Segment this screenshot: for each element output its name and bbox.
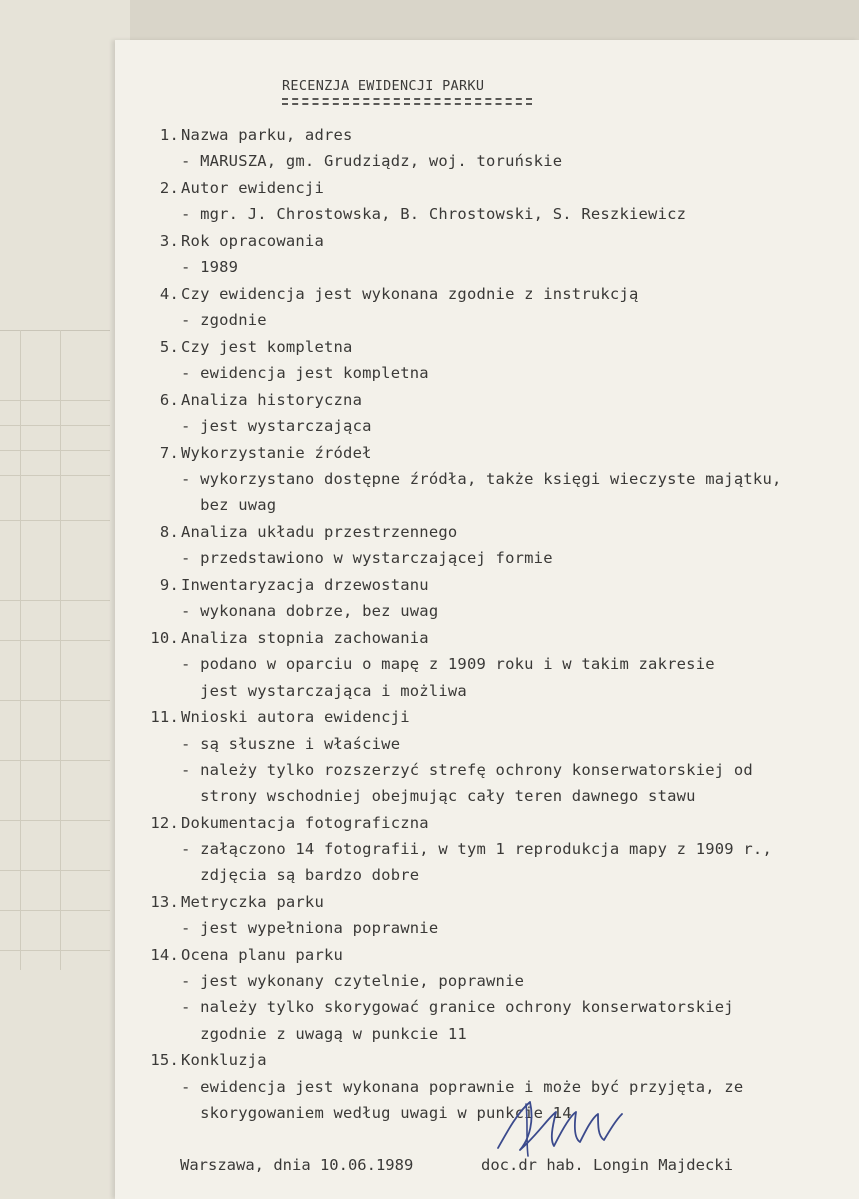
section-heading: Wnioski autora ewidencji (181, 708, 410, 727)
section-heading: Ocena planu parku (181, 946, 344, 964)
underlying-table-divider (20, 330, 21, 970)
section-answer-line: strony wschodniej obejmując cały teren dawnego stawu (181, 787, 696, 805)
underlying-table-row (0, 640, 110, 641)
section-heading: Czy ewidencja jest wykonana zgodnie z instrukcją (181, 285, 639, 303)
underlying-table-divider (60, 330, 61, 970)
handwritten-signature (490, 1090, 630, 1160)
underlying-table-row (0, 820, 110, 821)
underlying-table-row (0, 475, 110, 476)
section-answer-line: - są słuszne i właściwe (181, 734, 401, 753)
section-number: 15. (150, 1051, 179, 1070)
section-answer-line: - przedstawiono w wystarczającej formie (181, 549, 553, 568)
underlying-document-sheet (0, 0, 130, 1199)
section-answer-line: - wykorzystano dostępne źródła, także księgi wieczyste majątku, (181, 470, 782, 489)
document-title: RECENZJA EWIDENCJI PARKU (282, 78, 485, 94)
section-heading: Rok opracowania (181, 232, 324, 250)
section-number: 3. (159, 232, 179, 250)
section-heading: Wykorzystanie źródeł (181, 444, 372, 462)
underlying-table-row (0, 450, 110, 451)
underlying-table-row (0, 870, 110, 871)
section-heading: Nazwa parku, adres (181, 126, 353, 144)
section-number: 8. (159, 523, 179, 542)
section-answer-line: - podano w oparciu o mapę z 1909 roku i w takim zakresie (181, 655, 715, 674)
section-heading: Metryczka parku (181, 893, 324, 911)
section-answer-line: - jest wykonany czytelnie, poprawnie (181, 972, 525, 991)
underlying-table-row (0, 400, 110, 401)
section-answer-line: - MARUSZA, gm. Grudziądz, woj. toruńskie (181, 152, 563, 171)
section-number: 11. (150, 708, 179, 727)
section-answer-line: zdjęcia są bardzo dobre (181, 866, 420, 885)
underlying-table (0, 330, 110, 1031)
section-answer-line: - zgodnie (181, 311, 267, 330)
section-heading: Analiza historyczna (181, 391, 363, 409)
section-number: 10. (150, 629, 179, 648)
underlying-table-row (0, 425, 110, 426)
section-heading: Analiza układu przestrzennego (181, 523, 458, 542)
underlying-table-row (0, 700, 110, 701)
section-number: 6. (159, 391, 179, 409)
section-answer-line: - mgr. J. Chrostowska, B. Chrostowski, S. Reszkiewicz (181, 205, 687, 224)
section-heading: Analiza stopnia zachowania (181, 629, 429, 648)
section-number: 4. (159, 285, 179, 303)
author-name: doc.dr hab. Longin Majdecki (481, 1156, 733, 1174)
place-and-date: Warszawa, dnia 10.06.1989 (180, 1156, 414, 1174)
section-number: 7. (159, 444, 179, 462)
section-number: 1. (159, 126, 179, 144)
review-page (115, 40, 859, 1199)
section-heading: Inwentaryzacja drzewostanu (181, 576, 429, 595)
section-answer-line: - ewidencja jest wykonana poprawnie i może być przyjęta, ze (181, 1077, 744, 1096)
section-answer-line: - 1989 (181, 258, 239, 277)
section-number: 13. (150, 893, 179, 911)
section-heading: Czy jest kompletna (181, 338, 353, 356)
underlying-table-row (0, 520, 110, 521)
section-answer-line: - załączono 14 fotografii, w tym 1 reprodukcja mapy z 1909 r., (181, 840, 772, 858)
underlying-table-row (0, 600, 110, 601)
title-underline (282, 98, 532, 105)
section-answer-line: - ewidencja jest kompletna (181, 364, 429, 383)
section-heading: Autor ewidencji (181, 179, 324, 197)
section-answer-line: - należy tylko skorygować granice ochrony konserwatorskiej (181, 998, 734, 1017)
section-answer-line: jest wystarczająca i możliwa (181, 681, 467, 700)
section-heading: Dokumentacja fotograficzna (181, 813, 429, 832)
section-answer-line: - należy tylko rozszerzyć strefę ochrony konserwatorskiej od (181, 760, 753, 779)
section-heading: Konkluzja (181, 1051, 267, 1070)
section-number: 9. (159, 576, 179, 595)
section-number: 14. (150, 946, 179, 964)
section-answer-line: bez uwag (181, 496, 277, 515)
section-answer-line: - jest wypełniona poprawnie (181, 919, 439, 938)
section-answer-line: zgodnie z uwagą w punkcie 11 (181, 1024, 467, 1043)
section-number: 12. (150, 813, 179, 832)
section-number: 5. (159, 338, 179, 356)
underlying-table-row (0, 910, 110, 911)
underlying-table-row (0, 760, 110, 761)
section-answer-line: - wykonana dobrze, bez uwag (181, 602, 439, 621)
section-answer-line: skorygowaniem według uwagi w punkcie 14 (181, 1103, 572, 1122)
section-number: 2. (159, 179, 179, 197)
underlying-table-row (0, 950, 110, 951)
section-answer-line: - jest wystarczająca (181, 417, 372, 436)
